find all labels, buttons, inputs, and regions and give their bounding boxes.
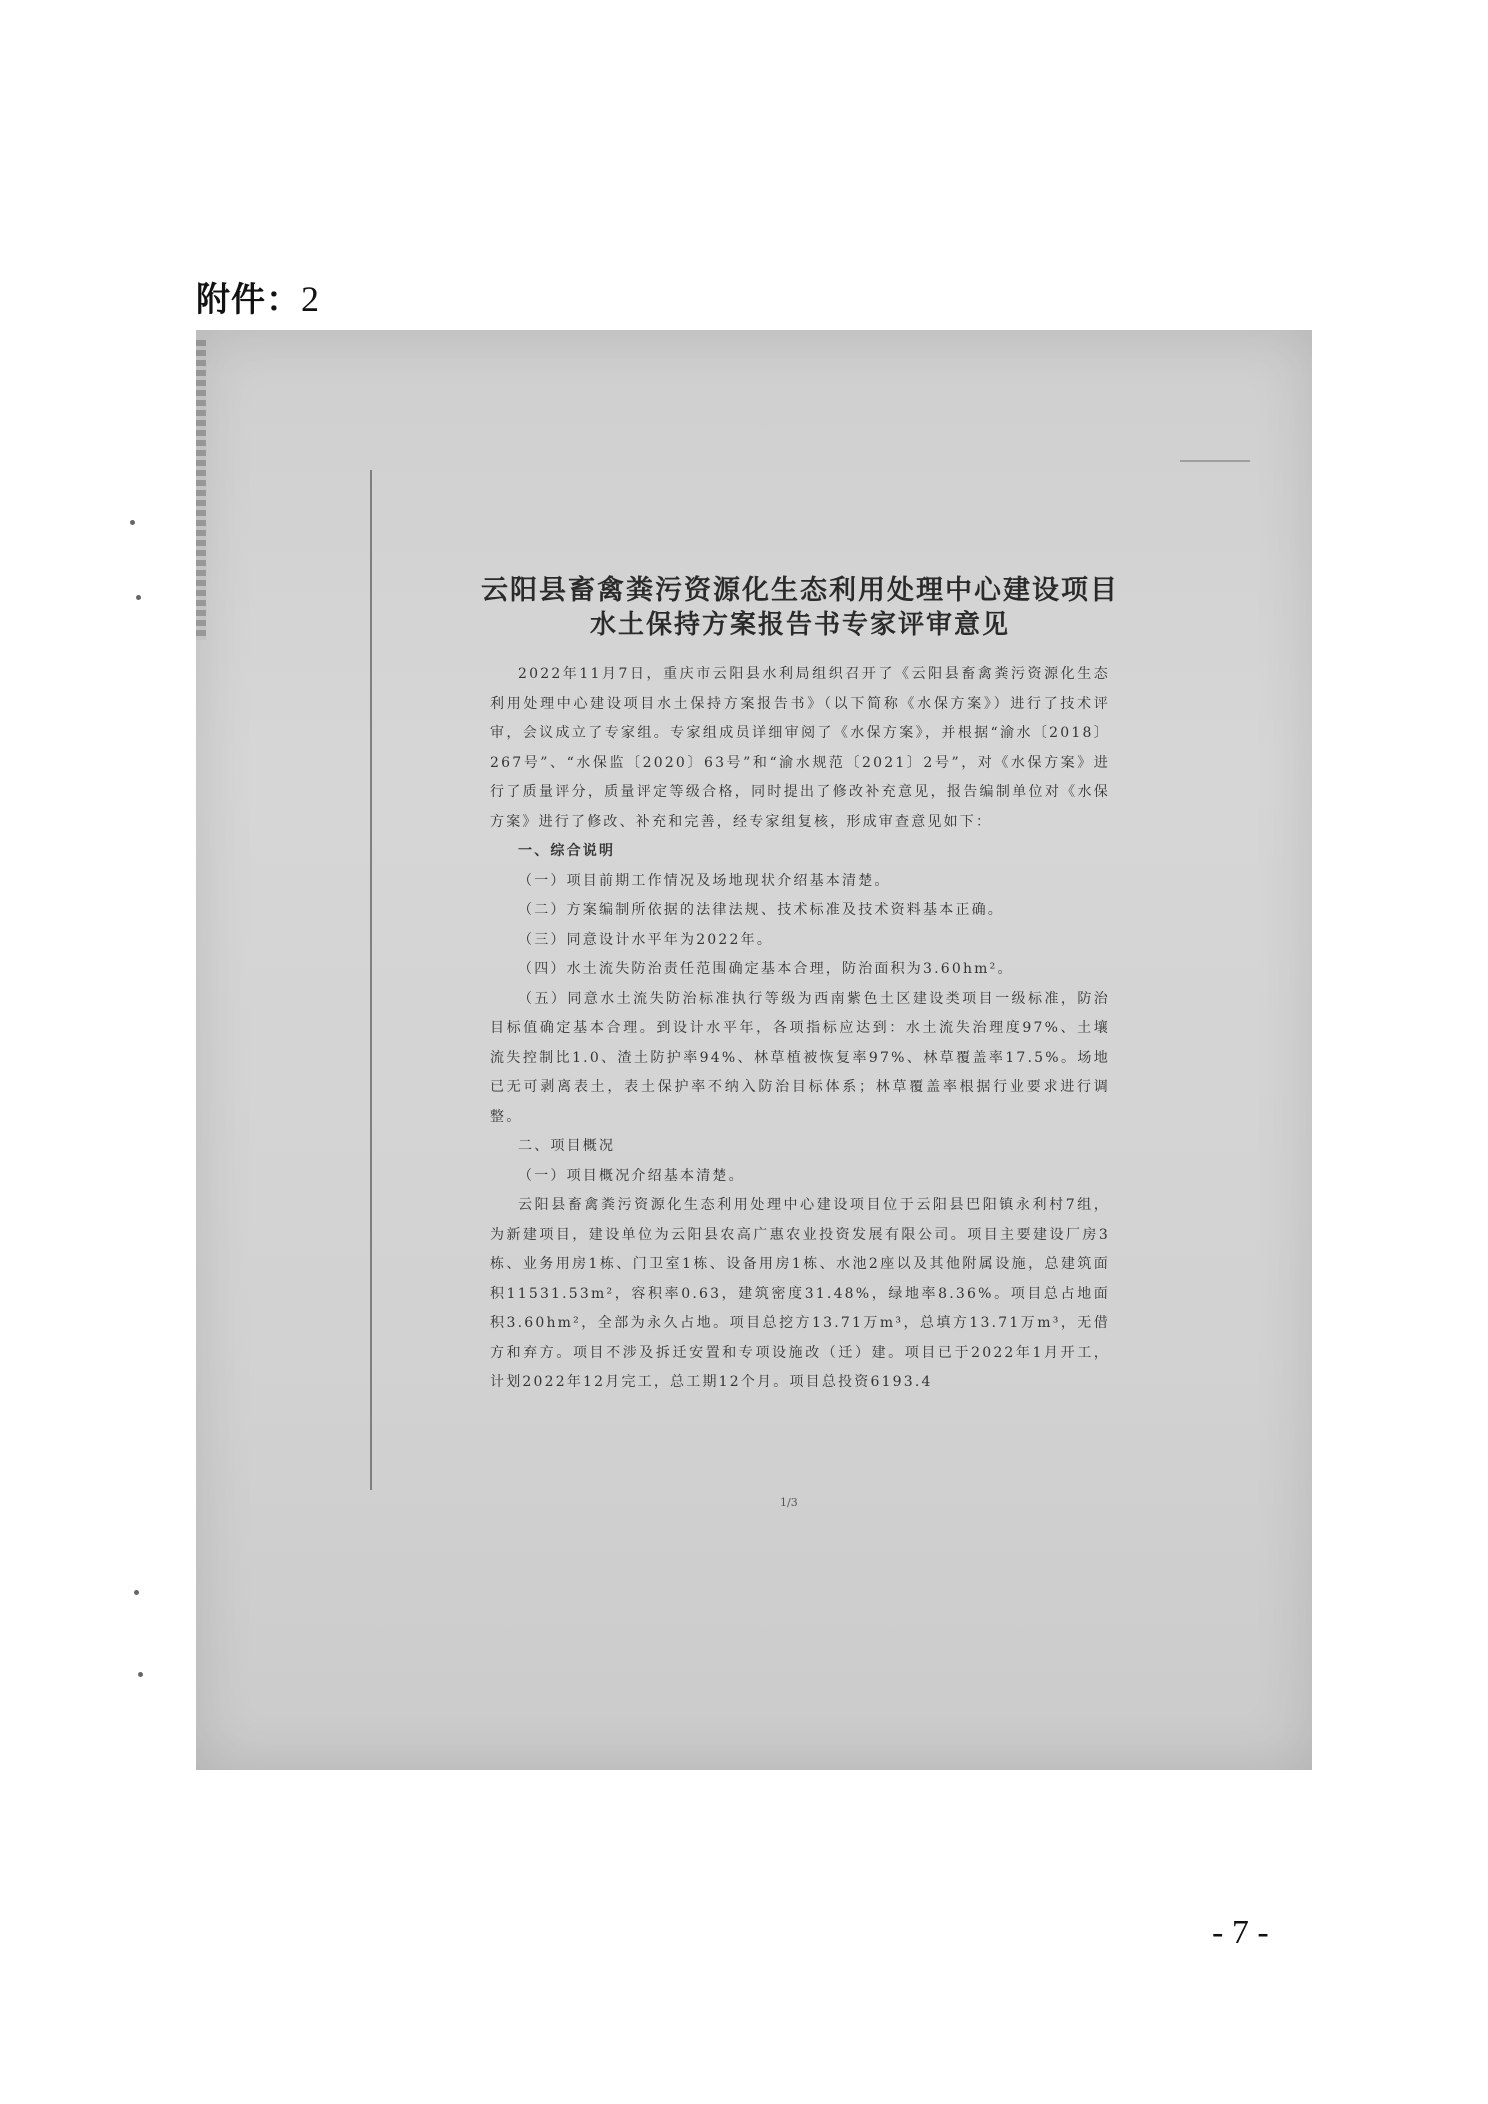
attachment-label <box>196 272 320 321</box>
paragraph: （三）同意设计水平年为2022年。 <box>518 931 774 948</box>
scan-corner-line <box>1180 460 1250 462</box>
speck <box>134 1590 139 1595</box>
attachment-label-text: 附件： <box>196 280 301 320</box>
attachment-number: 2 <box>301 279 320 319</box>
paragraph: （一）项目概况介绍基本清楚。 <box>518 1167 745 1184</box>
page-number: - 7 - <box>1212 1914 1269 1951</box>
paragraph: （五）同意水土流失防治标准执行等级为西南紫色土区建设类项目一级标准，防治目标值确定基本合理。到设计水平年，各项指标应达到：水土流失治理度97%、土壤流失控制比1.0、渣土防护率94%、林草植被恢复率97%、林草覆盖率17.5%。场地已无可剥离表土，表土保护率不纳入防治目标体系；林草覆盖率根据行业要求进行调整。 <box>490 990 1110 1125</box>
section-heading: 二、项目概况 <box>518 1138 616 1154</box>
scan-vertical-line <box>370 470 372 1490</box>
paragraph: （四）水土流失防治责任范围确定基本合理，防治面积为3.60hm²。 <box>518 961 1014 977</box>
document-title-line1: 云阳县畜禽粪污资源化生态利用处理中心建设项目 <box>481 575 1119 606</box>
paragraph: （二）方案编制所依据的法律法规、技术标准及技术资料基本正确。 <box>518 902 1004 918</box>
scan-binding-strip <box>196 340 206 640</box>
section-heading: 一、综合说明 <box>518 843 616 859</box>
speck <box>130 520 135 525</box>
document-title-line2: 水土保持方案报告书专家评审意见 <box>589 610 1010 640</box>
document-body <box>490 660 1110 1398</box>
paragraph: （一）项目前期工作情况及场地现状介绍基本清楚。 <box>518 872 891 889</box>
paragraph: 2022年11月7日，重庆市云阳县水利局组织召开了《云阳县畜禽粪污资源化生态利用处理中心建设项目水土保持方案报告书》（以下简称《水保方案》）进行了技术评审，会议成立了专家组。专家组成员详细审阅了《水保方案》，并根据“渝水〔2018〕267号”、“水保监〔2020〕63号”和“渝水规范〔2021〕2号”，对《水保方案》进行了质量评分，质量评定等级合格，同时提出了修改补充意见，报告编制单位对《水保方案》进行了修改、补充和完善，经专家组复核，形成审查意见如下： <box>490 666 1110 830</box>
scan-page-number: 1/3 <box>780 1496 798 1509</box>
speck <box>136 595 141 600</box>
speck <box>138 1672 143 1677</box>
paragraph: 云阳县畜禽粪污资源化生态利用处理中心建设项目位于云阳县巴阳镇永利村7组，为新建项目，建设单位为云阳县农高广惠农业投资发展有限公司。项目主要建设厂房3栋、业务用房1栋、门卫室1栋、设备用房1栋、水池2座以及其他附属设施，总建筑面积11531.53m²，容积率0.63，建筑密度31.48%，绿地率8.36%。项目总占地面积3.60hm²，全部为永久占地。项目总挖方13.71万m³，总填方13.71万m³，无借方和弃方。项目不涉及拆迁安置和专项设施改（迁）建。项目已于2022年1月开工，计划2022年12月完工，总工期12个月。项目总投资6193.4 <box>490 1197 1110 1390</box>
